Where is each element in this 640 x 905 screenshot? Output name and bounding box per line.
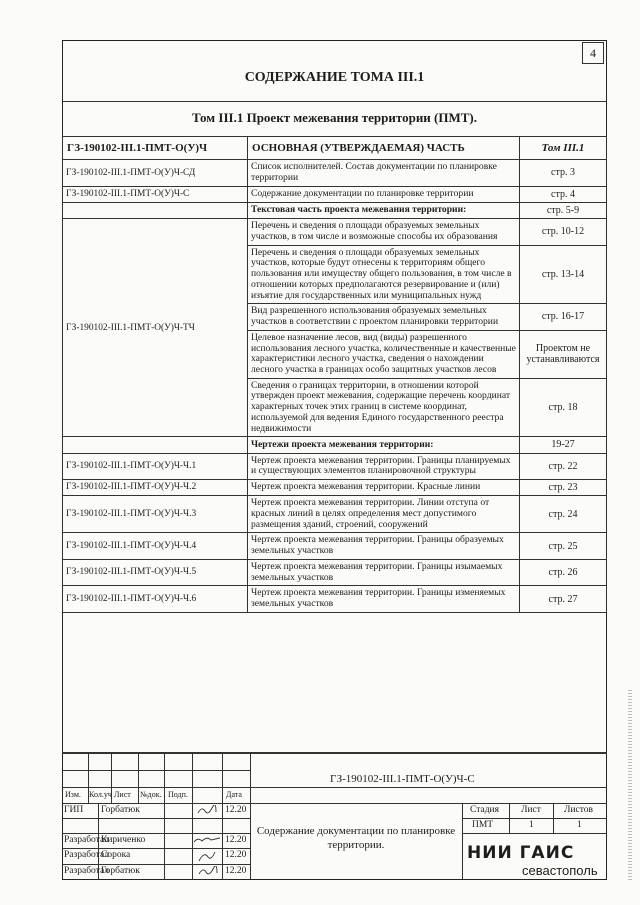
- row-page: стр. 13-14: [520, 245, 607, 304]
- row-desc: Чертеж проекта межевания территории. Границы планируемых и существующих элементов планировочной структуры: [248, 453, 520, 479]
- row-code: ГЗ-190102-III.1-ПМТ-О(У)Ч-Ч.3: [63, 496, 248, 533]
- signature-kirichenko: [193, 835, 221, 845]
- stamp-role: Разработал: [64, 835, 109, 845]
- row-page: стр. 5-9: [520, 202, 607, 218]
- stamp-date: 12.20: [225, 850, 247, 860]
- stamp-doc-code: ГЗ-190102-III.1-ПМТ-О(У)Ч-С: [330, 773, 475, 785]
- stamp-date: 12.20: [225, 835, 247, 845]
- table-row: [63, 533, 607, 559]
- stamp-col-koluch: Кол.уч: [89, 790, 112, 799]
- row-code: ГЗ-190102-III.1-ПМТ-О(У)Ч-С: [63, 186, 248, 202]
- table-row: [63, 480, 607, 496]
- stamp-col-ndok: №док.: [140, 790, 162, 799]
- stamp-name: Сорока: [101, 850, 131, 860]
- row-desc: Чертеж проекта межевания территории. Красные линии: [248, 480, 520, 496]
- row-desc: Чертеж проекта межевания территории. Границы изменяемых земельных участков: [248, 586, 520, 612]
- stamp-role: Разработал: [64, 866, 109, 876]
- row-page: стр. 18: [520, 378, 607, 437]
- row-desc: Чертеж проекта межевания территории. Границы изымаемых земельных участков: [248, 559, 520, 585]
- row-desc: Сведения о границах территории, в отношении которой утвержден проект межевания, содержащие перечень координат характерных точек этих границ в системе координат, используемой для ведения Единого государственного реестра недвижимости: [248, 378, 520, 437]
- stamp-name: Горбатюк: [101, 805, 140, 815]
- org-city: севастополь: [522, 863, 598, 878]
- org-logo: НИИ ГАИС: [467, 843, 575, 863]
- row-code: [63, 202, 248, 218]
- stamp-stage-label: Стадия: [470, 805, 499, 815]
- stamp-col-izm: Изм.: [65, 790, 81, 799]
- row-desc: Целевое назначение лесов, вид (виды) разрешенного использования лесного участка, количественные и качественные характеристики лесного участка, сведения о нахождении лесного участка в границах особо защитных участков лесов: [248, 330, 520, 378]
- row-page: стр. 26: [520, 559, 607, 585]
- table-row: [63, 559, 607, 585]
- header-code: ГЗ-190102-III.1-ПМТ-О(У)Ч: [63, 137, 248, 160]
- stamp-sheets: 1: [577, 820, 582, 830]
- stamp-role: Разработал: [64, 850, 109, 860]
- table-row: [63, 496, 607, 533]
- stamp-stage: ПМТ: [472, 820, 494, 830]
- row-desc: Перечень и сведения о площади образуемых земельных участков, которые будут отнесены к территориям общего пользования или имуществу общего пользования, в том числе в отношении которых предполагаются резервирование и (или) изъятие для государственных или муниципальных нужд: [248, 245, 520, 304]
- row-page: стр. 22: [520, 453, 607, 479]
- header-page: Том III.1: [520, 137, 607, 160]
- row-desc: Чертеж проекта межевания территории. Линии отступа от красных линий в целях определения мест допустимого размещения зданий, строений, сооружений: [248, 496, 520, 533]
- row-page: стр. 24: [520, 496, 607, 533]
- row-page: стр. 10-12: [520, 219, 607, 245]
- stamp-date: 12.20: [225, 805, 247, 815]
- row-page: Проектом не устанавливаются: [520, 330, 607, 378]
- signature-gorbatyuk-2: [197, 866, 219, 876]
- row-page: 19-27: [520, 437, 607, 453]
- stamp-col-list: Лист: [114, 790, 131, 799]
- table-row: [63, 437, 607, 453]
- volume-title: СОДЕРЖАНИЕ ТОМА III.1: [244, 70, 425, 85]
- page-number: 4: [582, 42, 604, 64]
- row-desc: Список исполнителей. Состав документации по планировке территории: [248, 160, 520, 186]
- scan-margin-mark: [628, 690, 632, 880]
- volume-subtitle: Том III.1 Проект межевания территории (ПМТ).: [191, 110, 478, 125]
- row-desc: Вид разрешенного использования образуемых земельных участков в соответствии с проектом планировки территории: [248, 304, 520, 330]
- row-page: стр. 3: [520, 160, 607, 186]
- row-page: стр. 4: [520, 186, 607, 202]
- table-row: [63, 202, 607, 218]
- contents-table: [62, 136, 607, 613]
- row-desc: Чертеж проекта межевания территории. Границы образуемых земельных участков: [248, 533, 520, 559]
- row-page: стр. 27: [520, 586, 607, 612]
- stamp-sheets-label: Листов: [564, 805, 594, 815]
- signature-soroka: [196, 849, 218, 863]
- table-header-row: [63, 137, 607, 160]
- stamp-name: Горбатюк: [101, 866, 140, 876]
- stamp-name: Кириченко: [101, 835, 146, 845]
- stamp-sheet-label: Лист: [521, 805, 541, 815]
- row-code: ГЗ-190102-III.1-ПМТ-О(У)Ч-Ч.1: [63, 453, 248, 479]
- row-code: ГЗ-190102-III.1-ПМТ-О(У)Ч-Ч.5: [63, 559, 248, 585]
- row-page: стр. 16-17: [520, 304, 607, 330]
- row-page: стр. 25: [520, 533, 607, 559]
- table-row: [63, 186, 607, 202]
- row-page: стр. 23: [520, 480, 607, 496]
- signature-gorbatyuk: [196, 805, 218, 815]
- section-heading: Чертежи проекта межевания территории:: [248, 437, 520, 453]
- row-desc: Перечень и сведения о площади образуемых земельных участков, в том числе и возможные способы их образования: [248, 219, 520, 245]
- row-code: ГЗ-190102-III.1-ПМТ-О(У)Ч-ТЧ: [63, 219, 248, 437]
- table-row: [63, 219, 607, 245]
- row-code: ГЗ-190102-III.1-ПМТ-О(У)Ч-Ч.2: [63, 480, 248, 496]
- row-code: [63, 437, 248, 453]
- table-row: [63, 586, 607, 612]
- table-row: [63, 160, 607, 186]
- table-row: [63, 453, 607, 479]
- stamp-col-podp: Подп.: [168, 790, 188, 799]
- section-heading: Текстовая часть проекта межевания территории:: [248, 202, 520, 218]
- row-code: ГЗ-190102-III.1-ПМТ-О(У)Ч-СД: [63, 160, 248, 186]
- header-desc: ОСНОВНАЯ (УТВЕРЖДАЕМАЯ) ЧАСТЬ: [248, 137, 520, 160]
- row-desc: Содержание документации по планировке территории: [248, 186, 520, 202]
- stamp-sheet: 1: [529, 820, 534, 830]
- stamp-doc-title: Содержание документации по планировке территории.: [256, 825, 456, 852]
- stamp-role: ГИП: [64, 805, 84, 815]
- stamp-date: 12.20: [225, 866, 247, 876]
- stamp-col-data: Дата: [226, 790, 242, 799]
- row-code: ГЗ-190102-III.1-ПМТ-О(У)Ч-Ч.6: [63, 586, 248, 612]
- row-code: ГЗ-190102-III.1-ПМТ-О(У)Ч-Ч.4: [63, 533, 248, 559]
